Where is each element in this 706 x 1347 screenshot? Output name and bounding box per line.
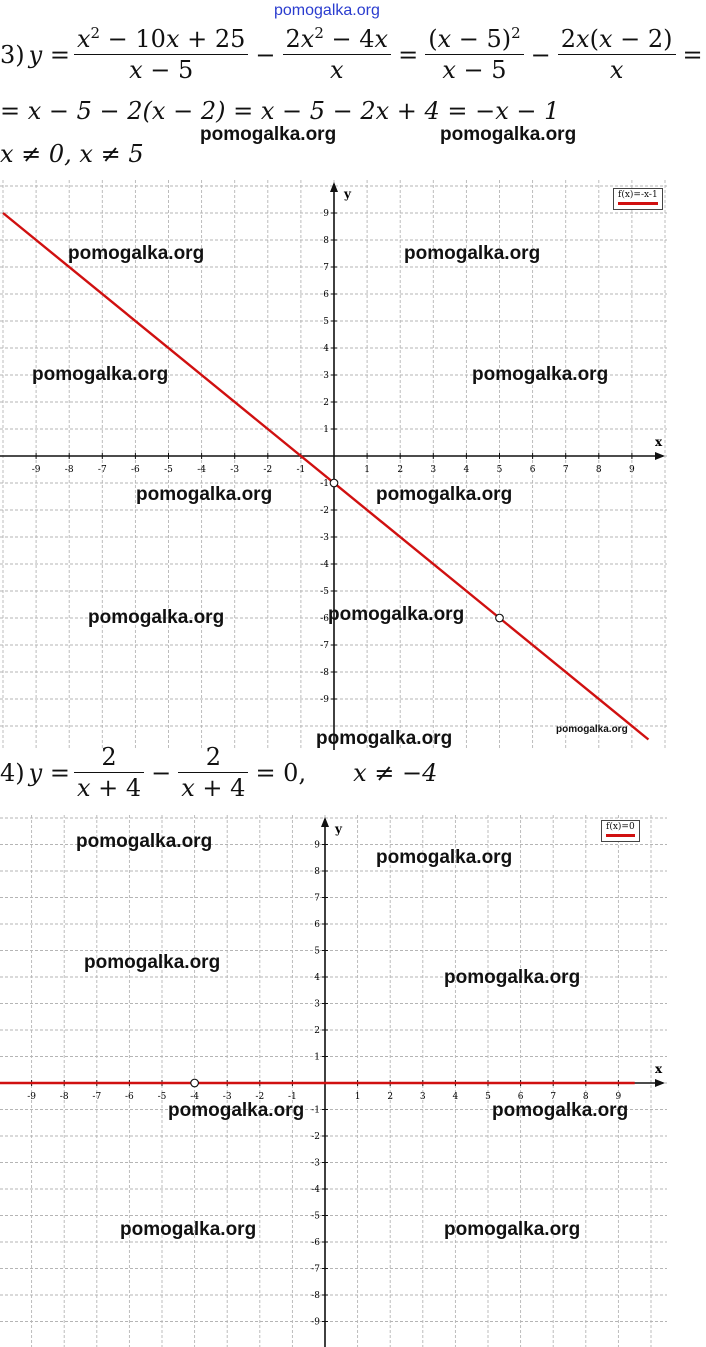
x-tick-label: 5 — [485, 1092, 491, 1102]
excluded-point — [496, 614, 504, 622]
y-tick-label: -2 — [311, 1132, 320, 1142]
x-tick-label: -5 — [164, 465, 173, 475]
watermark: pomogalka.org — [136, 484, 273, 505]
grid — [0, 815, 667, 1347]
y-tick-label: -9 — [320, 695, 329, 705]
watermark: pomogalka.org — [200, 124, 337, 145]
x-tick-label: 7 — [550, 1092, 557, 1102]
graph-f-zero — [0, 815, 667, 1347]
watermark: pomogalka.org — [316, 728, 453, 749]
x-tick-label: -1 — [288, 1092, 297, 1102]
y-tick-label: 4 — [314, 973, 320, 983]
y-tick-label: 3 — [323, 371, 329, 381]
y-tick-label: -3 — [311, 1158, 320, 1169]
y-tick-label: 8 — [323, 236, 329, 246]
fraction: $\frac{2x^2 - 4x}{x}$ — [283, 24, 392, 85]
x-tick-label: 1 — [354, 1092, 361, 1102]
x-axis-arrow — [655, 1079, 665, 1087]
problem4-label: 4) — [0, 758, 25, 787]
y-axis-arrow — [330, 182, 338, 192]
x-tick-label: 4 — [452, 1092, 459, 1102]
x-tick-label: -7 — [92, 1092, 102, 1102]
x-axis-label: x — [655, 1062, 663, 1076]
y-tick-label: -4 — [311, 1185, 320, 1195]
x-tick-label: -6 — [131, 465, 140, 475]
watermark: pomogalka.org — [68, 243, 205, 264]
y-tick-label: 2 — [314, 1026, 320, 1036]
x-tick-label: 8 — [595, 465, 602, 475]
watermark: pomogalka.org — [168, 1100, 305, 1121]
watermark: pomogalka.org — [120, 1219, 257, 1240]
x-tick-label: -7 — [97, 465, 107, 475]
y-tick-label: 7 — [314, 893, 320, 904]
graph-f-neg-x-minus-1 — [0, 180, 667, 750]
y-tick-label: 4 — [323, 344, 329, 354]
watermark: pomogalka.org — [376, 484, 513, 505]
y-tick-label: 5 — [323, 317, 329, 327]
y-tick-label: -8 — [320, 668, 329, 678]
x-tick-label: 6 — [517, 1092, 524, 1102]
y-tick-label: 2 — [323, 398, 329, 408]
y-tick-label: -7 — [311, 1264, 320, 1275]
x-tick-label: -1 — [296, 465, 306, 475]
y-tick-label: -4 — [320, 560, 329, 570]
y-tick-label: 8 — [314, 867, 320, 877]
watermark: pomogalka.org — [444, 967, 581, 988]
x-tick-label: -8 — [59, 1092, 69, 1102]
watermark: pomogalka.org — [472, 364, 609, 385]
x-tick-label: 5 — [496, 465, 503, 475]
x-tick-label: -6 — [125, 1092, 134, 1102]
x-tick-label: -9 — [31, 465, 41, 475]
problem3-equation-line1: 3) y = $\frac{x^2 - 10x + 25}{x - 5}$ − $\frac{2x^2 - 4x}{x}$ = $\frac{(x - 5)^2}{x - 5}$ − $\frac{2x(x - 2)}{x}$ = — [0, 24, 703, 84]
fraction: $\frac{2}{x + 4}$ — [178, 742, 248, 803]
x-tick-label: 2 — [387, 1092, 394, 1102]
problem4-equation: 4) y = $\frac{2}{x + 4}$ − $\frac{2}{x + 4}$ = 0, x ≠ −4 — [0, 743, 438, 802]
x-tick-label: -3 — [230, 465, 240, 475]
y-axis-arrow — [321, 817, 329, 827]
x-tick-label: 9 — [629, 465, 635, 475]
x-tick-label: -9 — [27, 1092, 36, 1102]
x-tick-label: -5 — [157, 1092, 167, 1102]
y-tick-label: -8 — [311, 1291, 320, 1301]
fraction: $\frac{2}{x + 4}$ — [74, 742, 144, 803]
y-tick-label: 9 — [323, 209, 329, 219]
x-tick-label: 2 — [397, 465, 404, 475]
y-axis-label: y — [344, 187, 351, 201]
fraction: $\frac{(x - 5)^2}{x - 5}$ — [425, 24, 523, 85]
x-tick-label: -2 — [255, 1092, 265, 1102]
legend-label: f(x)=0 — [606, 822, 635, 832]
y-tick-label: 6 — [323, 290, 329, 300]
x-tick-label: -4 — [190, 1092, 199, 1102]
watermark: pomogalka.org — [76, 831, 213, 852]
x-tick-label: 8 — [582, 1092, 589, 1102]
watermark: pomogalka.org — [440, 124, 577, 145]
watermark: pomogalka.org — [444, 1219, 581, 1240]
y-tick-label: -5 — [311, 1211, 320, 1222]
y-tick-label: -9 — [311, 1317, 320, 1328]
watermark: pomogalka.org — [88, 607, 225, 628]
watermark: pomogalka.org — [404, 243, 541, 264]
y-tick-label: -1 — [320, 479, 329, 489]
x-tick-label: 3 — [419, 1092, 426, 1102]
y-tick-label: 3 — [314, 999, 320, 1010]
watermark: pomogalka.org — [32, 364, 169, 385]
x-tick-label: 9 — [615, 1092, 622, 1102]
y-tick-label: 9 — [314, 840, 320, 851]
excluded-point — [330, 479, 338, 487]
y-tick-label: 6 — [314, 920, 320, 930]
watermark: pomogalka.org — [84, 952, 221, 973]
x-tick-label: 4 — [463, 465, 470, 475]
x-tick-label: 3 — [430, 465, 437, 475]
watermark: pomogalka.org — [492, 1100, 629, 1121]
legend-label: f(x)=-x-1 — [618, 190, 658, 200]
watermark-small: pomogalka.org — [556, 724, 628, 735]
watermark: pomogalka.org — [328, 604, 465, 625]
y-tick-label: -2 — [320, 506, 329, 516]
legend-graph2 — [601, 820, 640, 842]
y-tick-label: 1 — [323, 425, 329, 435]
x-axis-arrow — [655, 452, 665, 460]
excluded-point — [191, 1079, 199, 1087]
problem3-condition: x ≠ 0, x ≠ 5 — [0, 140, 144, 168]
y-tick-label: -1 — [311, 1105, 320, 1116]
y-tick-label: -6 — [311, 1238, 320, 1248]
legend-graph1 — [613, 188, 663, 210]
watermark: pomogalka.org — [376, 847, 513, 868]
y-tick-label: -3 — [320, 533, 329, 543]
x-tick-label: -8 — [64, 465, 74, 475]
problem4-condition: x ≠ −4 — [353, 758, 438, 787]
problem3-equation-line2: = x − 5 − 2(x − 2) = x − 5 − 2x + 4 = −x − 1 — [0, 97, 560, 125]
x-tick-label: -3 — [222, 1092, 232, 1102]
x-tick-label: 7 — [562, 465, 569, 475]
problem3-label: 3) — [0, 40, 25, 69]
fraction: $\frac{2x(x - 2)}{x}$ — [558, 24, 676, 85]
y-tick-label: 1 — [314, 1052, 320, 1063]
x-tick-label: 1 — [364, 465, 370, 475]
legend-swatch — [618, 202, 658, 205]
x-axis-label: x — [655, 435, 663, 449]
y-tick-label: 5 — [314, 946, 320, 957]
y-axis-label: y — [335, 822, 342, 836]
x-tick-label: 6 — [529, 465, 536, 475]
legend-swatch — [606, 834, 635, 837]
fraction: $\frac{x^2 - 10x + 25}{x - 5}$ — [74, 24, 248, 85]
y-tick-label: -6 — [320, 614, 329, 624]
y-tick-label: -5 — [320, 587, 329, 597]
x-tick-label: -4 — [197, 465, 206, 475]
y-tick-label: 7 — [323, 263, 329, 273]
top-watermark: pomogalka.org — [274, 2, 380, 19]
y-tick-label: -7 — [320, 641, 329, 651]
x-tick-label: -2 — [263, 465, 273, 475]
